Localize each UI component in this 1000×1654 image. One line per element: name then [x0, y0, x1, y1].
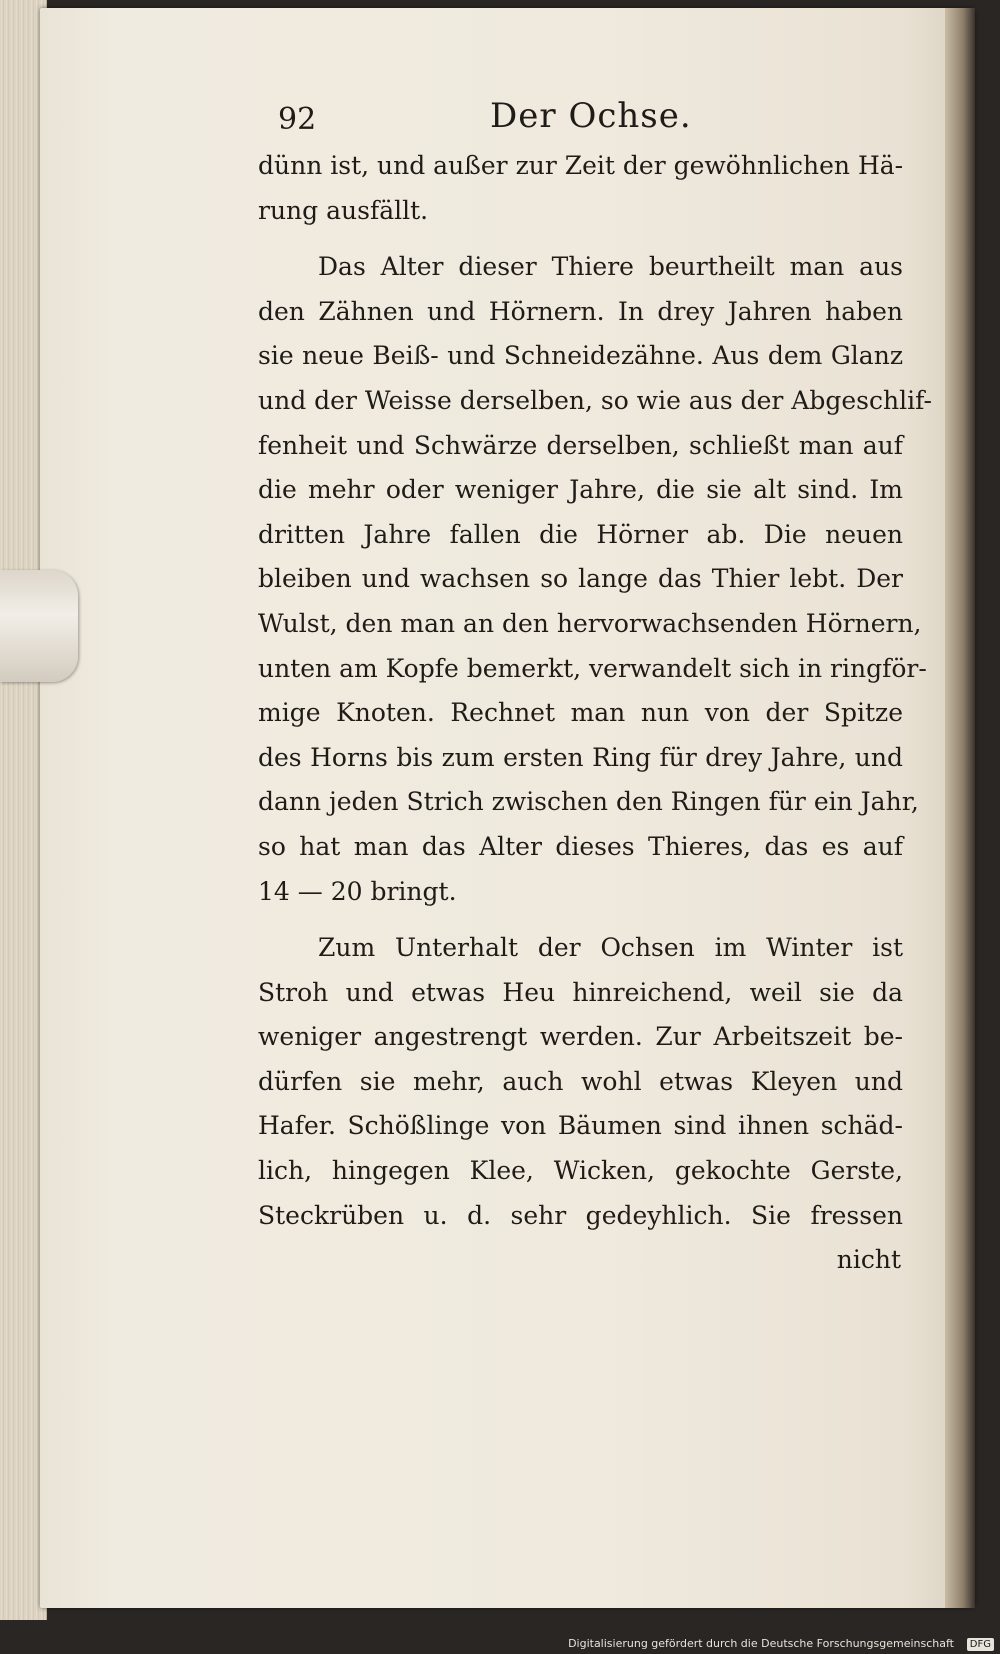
running-head	[258, 96, 903, 144]
text-line: dünn ist, und außer zur Zeit der gewöhnlichen Hä-	[258, 151, 904, 180]
text-line: so hat man das Alter dieses Thieres, das es auf	[258, 831, 903, 861]
paragraph-1	[258, 144, 903, 233]
text-line: dritten Jahre fallen die Hörner ab. Die neuen	[258, 519, 903, 549]
text-line: 14 — 20 bringt.	[258, 876, 457, 906]
page-text	[258, 96, 932, 1282]
text-line: Steckrüben u. d. sehr gedeyhlich. Sie fressen	[258, 1200, 903, 1230]
text-line: fenheit und Schwärze derselben, schließt man auf	[258, 430, 903, 460]
text-line: den Zähnen und Hörnern. In drey Jahren haben	[258, 296, 903, 326]
text-line: und der Weisse derselben, so wie aus der Abgeschlif-	[258, 385, 932, 415]
text-line: Hafer. Schößlinge von Bäumen sind ihnen schäd-	[258, 1111, 903, 1141]
text-line: Zum Unterhalt der Ochsen im Winter ist	[318, 933, 903, 963]
text-line: unten am Kopfe bemerkt, verwandelt sich in ringför-	[258, 653, 927, 683]
text-line: bleiben und wachsen so lange das Thier lebt. Der	[258, 564, 903, 594]
digitization-credit: Digitalisierung gefördert durch die Deutsche Forschungsgemeinschaft	[568, 1637, 954, 1650]
paragraph-3	[258, 926, 903, 1238]
header-title: Der Ochse.	[490, 96, 692, 136]
text-line: des Horns bis zum ersten Ring für drey Jahre, und	[258, 742, 903, 772]
dfg-logo: DFG	[967, 1638, 994, 1651]
text-line: weniger angestrengt werden. Zur Arbeitszeit be-	[258, 1022, 903, 1052]
text-line: lich, hingegen Klee, Wicken, gekochte Gerste,	[258, 1156, 903, 1186]
text-line: dann jeden Strich zwischen den Ringen für ein Jahr,	[258, 787, 919, 817]
text-line: dürfen sie mehr, auch wohl etwas Kleyen und	[258, 1066, 903, 1096]
catchword: nicht	[836, 1245, 901, 1275]
page-number: 92	[278, 102, 317, 137]
text-line: Wulst, den man an den hervorwachsenden Hörnern,	[258, 608, 922, 638]
text-line: die mehr oder weniger Jahre, die sie alt sind. Im	[258, 475, 903, 505]
page-clip	[0, 570, 78, 682]
text-line: rung ausfällt.	[258, 195, 429, 225]
text-line: Das Alter dieser Thiere beurtheilt man aus	[318, 252, 903, 282]
text-line: Stroh und etwas Heu hinreichend, weil sie da	[258, 977, 903, 1007]
text-line: sie neue Beiß- und Schneidezähne. Aus dem Glanz	[258, 341, 903, 371]
binding-shadow	[945, 8, 975, 1608]
paragraph-2	[258, 245, 932, 914]
text-line: mige Knoten. Rechnet man nun von der Spitze	[258, 698, 903, 728]
